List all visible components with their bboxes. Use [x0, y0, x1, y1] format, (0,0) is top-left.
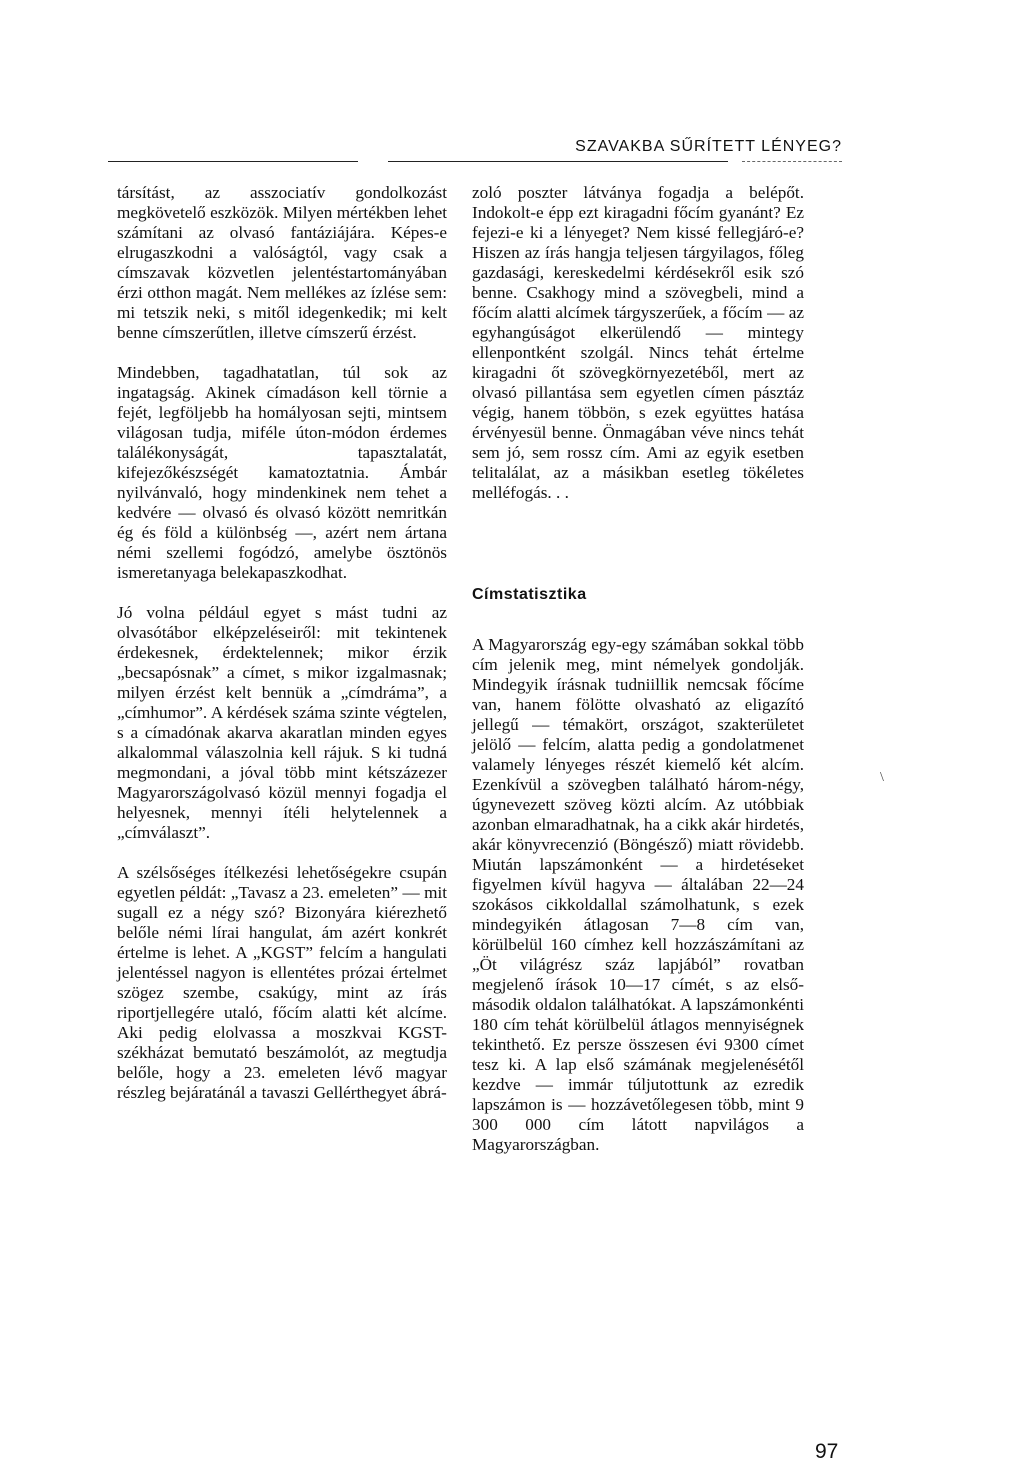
- margin-mark: \: [880, 770, 884, 785]
- paragraph: zoló poszter látványa fogadja a belépőt. Indokolt-e épp ezt kiragadni főcím gyanánt? Ez fejezi-e ki a lényeget? Nem kissé fellegjáró-e? Hiszen az írás hangja teljesen tárgyilagos, főleg gazdasági, kereskedelmi kérdésekről esik szó benne. Csakhogy mind a szövegbeli, mind a főcím alatti alcímek tárgyszerűek, a főcím — az egyhangúságot elkerülendő — mintegy ellenpontként szolgál. Nincs tehát értelme kiragadni őt szövegkörnyezetéből, mert az olvasó pillantása sem egyetlen címen pásztáz végig, hanem többön, s ezek együttes hatása érvényesül benne. Önmagában véve nincs tehát sem jó, sem rossz cím. Ami az egyik esetben telitalálat, az a másikban esetleg tökéletes melléfogás. . .: [472, 183, 804, 502]
- paragraph: A Magyarország egy-egy számában sokkal több cím jelenik meg, mint némelyek gondolják. Mindegyik írásnak tudniillik nemcsak főcíme van, hanem fölötte olvasható az eligazító jellegű — témakört, országot, szakterületet jelölő — felcím, alatta pedig a gondolatmenet valamely lényeges részét kiemelő két alcím. Ezenkívül a szövegben található három-négy, úgynevezett szöveg közti alcím. Az utóbbiak azonban elmaradhatnak, ha a cikk akár hirdetés, akár könyvrecenzió (Böngésző) miatt rövidebb. Miután lapszámonként — a hirdetéseket figyelmen kívül hagyva — általában 22—24 szokásos cikkoldallal számolhatunk, s ezek mindegyikén átlagosan 7—8 cím van, körülbelül 160 címhez kell hozzászámítani az „Öt világrész száz lapjából” rovatban megjelenő írások 10—17 címét, s az első-második oldalon találhatókat. A lapszámonkénti 180 cím tehát körülbelül átlagos mennyiségnek tekinthető. Ez persze összesen évi 9300 címet tesz ki. A lap első számának megjelenésétől kezdve — immár túljutottunk az ezredik lapszámon is — hozzávetőlegesen több, mint 9 300 000 cím látott napvilágos a Magyarországban.: [472, 635, 804, 1154]
- page-number: 97: [815, 1440, 839, 1463]
- right-column: [472, 183, 804, 1155]
- running-head: SZAVAKBA SŰRÍTETT LÉNYEG?: [575, 138, 842, 155]
- header-rule-right: [388, 161, 728, 162]
- paragraph: Mindebben, tagadhatatlan, túl sok az ingatagság. Akinek címadáson kell törnie a fejét, legföljebb ha homályosan sejti, mintsem világosan tudja, miféle úton-módon érdemes találékonyságát, tapasztalatát, kifejezőkészségét kamatoztatnia. Ámbár nyilvánvaló, hogy mindenkinek nem tehet a kedvére — olvasó és olvasó között nemritkán ég és föld a különbség —, azért nem ártana némi szellemi fogódzó, amelybe ösztönös ismeretanyaga belekapaszkodhat.: [117, 363, 447, 582]
- section-title: Címstatisztika: [472, 586, 587, 603]
- left-column: [117, 183, 447, 1103]
- paragraph: Jó volna például egyet s mást tudni az olvasótábor elképzeléseiről: mit tekintenek érdekesnek, érdektelennek; mikor érzik „becsapósnak” a címet, s mikor izgalmasnak; milyen érzést kelt bennük a „címdráma”, a „címhumor”. A kérdések száma szinte végtelen, s a címadónak akarva akaratlan minden egyes alkalommal válaszolnia kell rájuk. S ki tudná megmondani, a jóval több mint kétszázezer Magyarországolvasó közül mennyi fogadja el helyesnek, mennyi ítéli helytelennek a „címválaszt”.: [117, 603, 447, 842]
- paragraph: társítást, az asszociatív gondolkozást megkövetelő eszközök. Milyen mértékben lehet számítani az olvasó fantáziájára. Képes-e elrugaszkodni a valóságtól, vagy csak a címszavak közvetlen jelentéstartományában érzi otthon magát. Nem mellékes az ízlése sem: mi tetszik neki, s mitől idegenkedik; mi kelt benne címszerűtlen, illetve címszerű érzést.: [117, 183, 447, 342]
- header-rule-left: [108, 161, 358, 162]
- paragraph: A szélsőséges ítélkezési lehetőségekre csupán egyetlen példát: „Tavasz a 23. emeleten” — mit sugall ez a négy szó? Bizonyára kiérezhető belőle némi lírai hangulat, ám azért konkrét értelme is lehet. A „KGST” felcím a hangulati jelentéssel nagyon is ellentétes prózai értelmet szögez szembe, csakúgy, mint az írás riportjellegére utaló, főcím alatti két alcíme. Aki pedig elolvassa a moszkvai KGST-székházat bemutató beszámolót, az megtudja belőle, hogy a 23. emeleten lévő magyar részleg bejáratánál a tavaszi Gellérthegyet ábrá-: [117, 863, 447, 1102]
- header-rule-dashed: [742, 161, 842, 162]
